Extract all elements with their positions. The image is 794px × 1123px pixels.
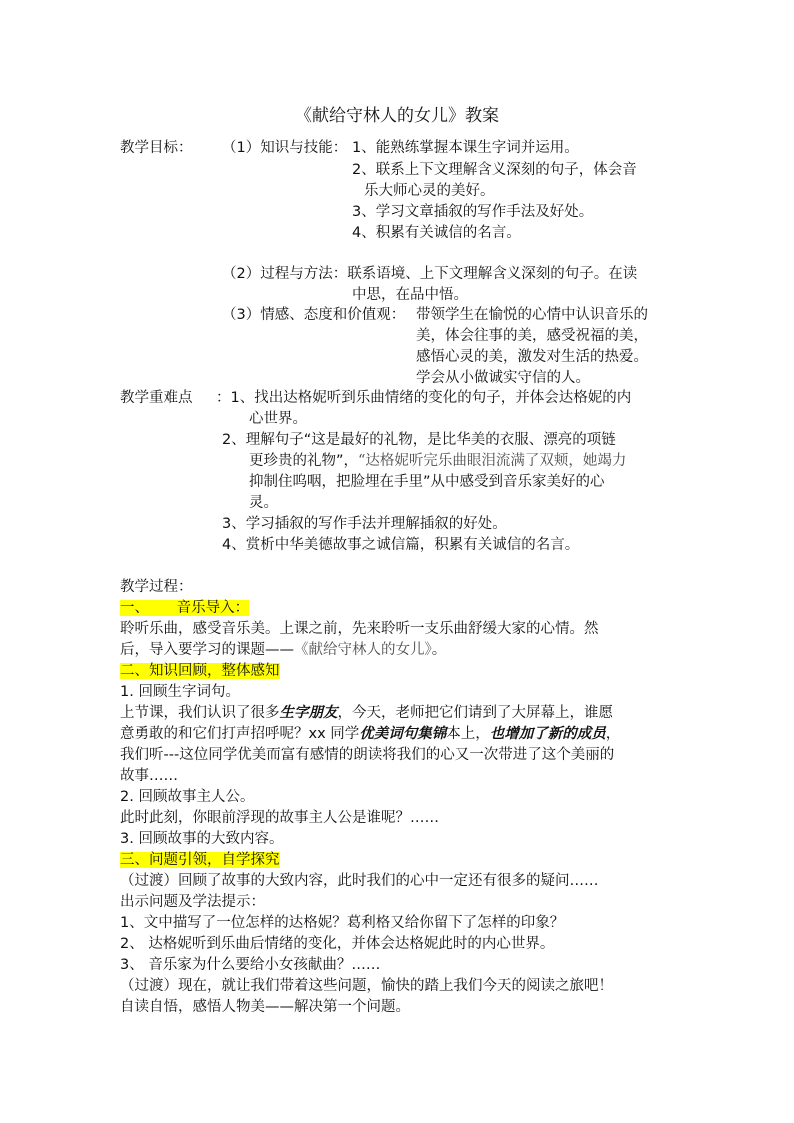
paragraph-line: （过渡）回顾了故事的大致内容，此时我们的心中一定还有很多的疑问…… bbox=[120, 873, 599, 889]
text: 上节课，我们认识了很多 bbox=[120, 705, 280, 721]
question-item: 2、 达格妮听到乐曲后情绪的变化，并体会达格妮此时的内心世界。 bbox=[120, 936, 555, 952]
emphasis-text: 生字朋友 bbox=[279, 705, 338, 721]
question-item: 1、文中描写了一位怎样的达格妮？葛利格又给你留下了怎样的印象？ bbox=[120, 915, 565, 931]
emphasis-text: 优美词句集锦 bbox=[359, 726, 447, 742]
paragraph-line: 自读自悟，感悟人物美——解决第一个问题。 bbox=[120, 999, 410, 1015]
keypoint-line: 灵。 bbox=[249, 495, 278, 511]
knowledge-item: 2、联系上下文理解含义深刻的句子，体会音 bbox=[352, 162, 637, 178]
paragraph-line bbox=[120, 703, 613, 724]
objectives-label: 教学目标： bbox=[120, 140, 193, 156]
process-method-line: 中思，在品中悟。 bbox=[352, 287, 468, 303]
paragraph-line: 出示问题及学法提示： bbox=[120, 894, 265, 910]
text: 。 bbox=[431, 642, 447, 658]
paragraph-line bbox=[120, 724, 620, 745]
keypoint-line: 抑制住呜咽，把脸埋在手里”从中感受到音乐家美好的心 bbox=[249, 474, 605, 490]
paragraph-line: 聆听乐曲，感受音乐美。上课之前，先来聆听一支乐曲舒缓大家的心情。然 bbox=[120, 621, 599, 637]
subheading: 1. 回顾生字词句。 bbox=[120, 684, 240, 700]
section-heading-text: 三、问题引领，自学探究 bbox=[120, 852, 280, 868]
emotion-item: 带领学生在愉悦的心情中认识音乐的 bbox=[416, 307, 648, 323]
section-heading bbox=[120, 661, 280, 682]
paragraph-line bbox=[120, 640, 446, 661]
keypoints-label: 教学重难点 bbox=[120, 390, 193, 406]
page-title: 《献给守林人的女儿》教案 bbox=[295, 106, 499, 126]
keypoint-line bbox=[249, 451, 626, 472]
section-heading-text: 二、知识回顾，整体感知 bbox=[120, 663, 280, 679]
text: ， bbox=[605, 726, 621, 742]
text: ，今天，老师把它们请到了大屏幕上，谁愿 bbox=[337, 705, 613, 721]
knowledge-item: 3、学习文章插叙的写作手法及好处。 bbox=[352, 204, 594, 220]
section-heading-text: 一、 音乐导入： bbox=[120, 600, 250, 616]
subheading: 3. 回顾故事的大致内容。 bbox=[120, 831, 284, 847]
emphasis-text: 也增加了新的成员 bbox=[489, 726, 606, 742]
text: 后，导入要学习的课题—— bbox=[120, 642, 294, 658]
keypoint-line: 心世界。 bbox=[249, 411, 307, 427]
paragraph-line: 此时此刻，你眼前浮现的故事主人公是谁呢？…… bbox=[120, 810, 439, 826]
text: 意勇敢的和它们打声招呼呢？xx 同学 bbox=[120, 726, 360, 742]
text: 本上， bbox=[446, 726, 490, 742]
knowledge-heading: （1）知识与技能： bbox=[222, 140, 348, 156]
paragraph-line: 故事…… bbox=[120, 768, 178, 784]
knowledge-item: 乐大师心灵的美好。 bbox=[364, 183, 495, 199]
knowledge-item: 1、能熟练掌握本课生字词并运用。 bbox=[352, 140, 579, 156]
emotion-item: 感悟心灵的美，激发对生活的热爱。 bbox=[416, 349, 648, 365]
section-heading bbox=[120, 850, 280, 871]
keypoint-line: 4、赏析中华美德故事之诚信篇，积累有关诚信的名言。 bbox=[222, 537, 580, 553]
subheading: 2. 回顾故事主人公。 bbox=[120, 789, 255, 805]
keypoint-line: 2、理解句子“这是最好的礼物，是比华美的衣服、漂亮的项链 bbox=[222, 432, 616, 448]
paragraph-line: （过渡）现在，就让我们带着这些问题，愉快的踏上我们今天的阅读之旅吧！ bbox=[120, 978, 613, 994]
lesson-title-ref: 《献给守林人的女儿》 bbox=[294, 642, 432, 658]
process-method-line: （2）过程与方法：联系语境、上下文理解含义深刻的句子。在读 bbox=[222, 266, 638, 282]
keypoint-text: 更珍贵的礼物”， bbox=[249, 453, 359, 469]
process-label: 教学过程： bbox=[120, 579, 193, 595]
paragraph-line: 我们听---这位同学优美而富有感情的朗读将我们的心又一次带进了这个美丽的 bbox=[120, 747, 615, 763]
keypoint-quote: “达格妮听完乐曲眼泪流满了双颊，她竭力 bbox=[358, 453, 627, 469]
question-item: 3、 音乐家为什么要给小女孩献曲？…… bbox=[120, 957, 381, 973]
keypoint-line: 3、学习插叙的写作手法并理解插叙的好处。 bbox=[222, 516, 507, 532]
knowledge-item: 4、积累有关诚信的名言。 bbox=[352, 225, 521, 241]
emotion-item: 美，体会往事的美，感受祝福的美， bbox=[416, 328, 648, 344]
section-heading bbox=[120, 598, 249, 619]
keypoint-line: ：1、找出达格妮听到乐曲情绪的变化的句子，并体会达格妮的内 bbox=[216, 390, 632, 406]
emotion-item: 学会从小做诚实守信的人。 bbox=[416, 370, 590, 386]
emotion-heading: （3）情感、态度和价值观： bbox=[222, 307, 406, 323]
